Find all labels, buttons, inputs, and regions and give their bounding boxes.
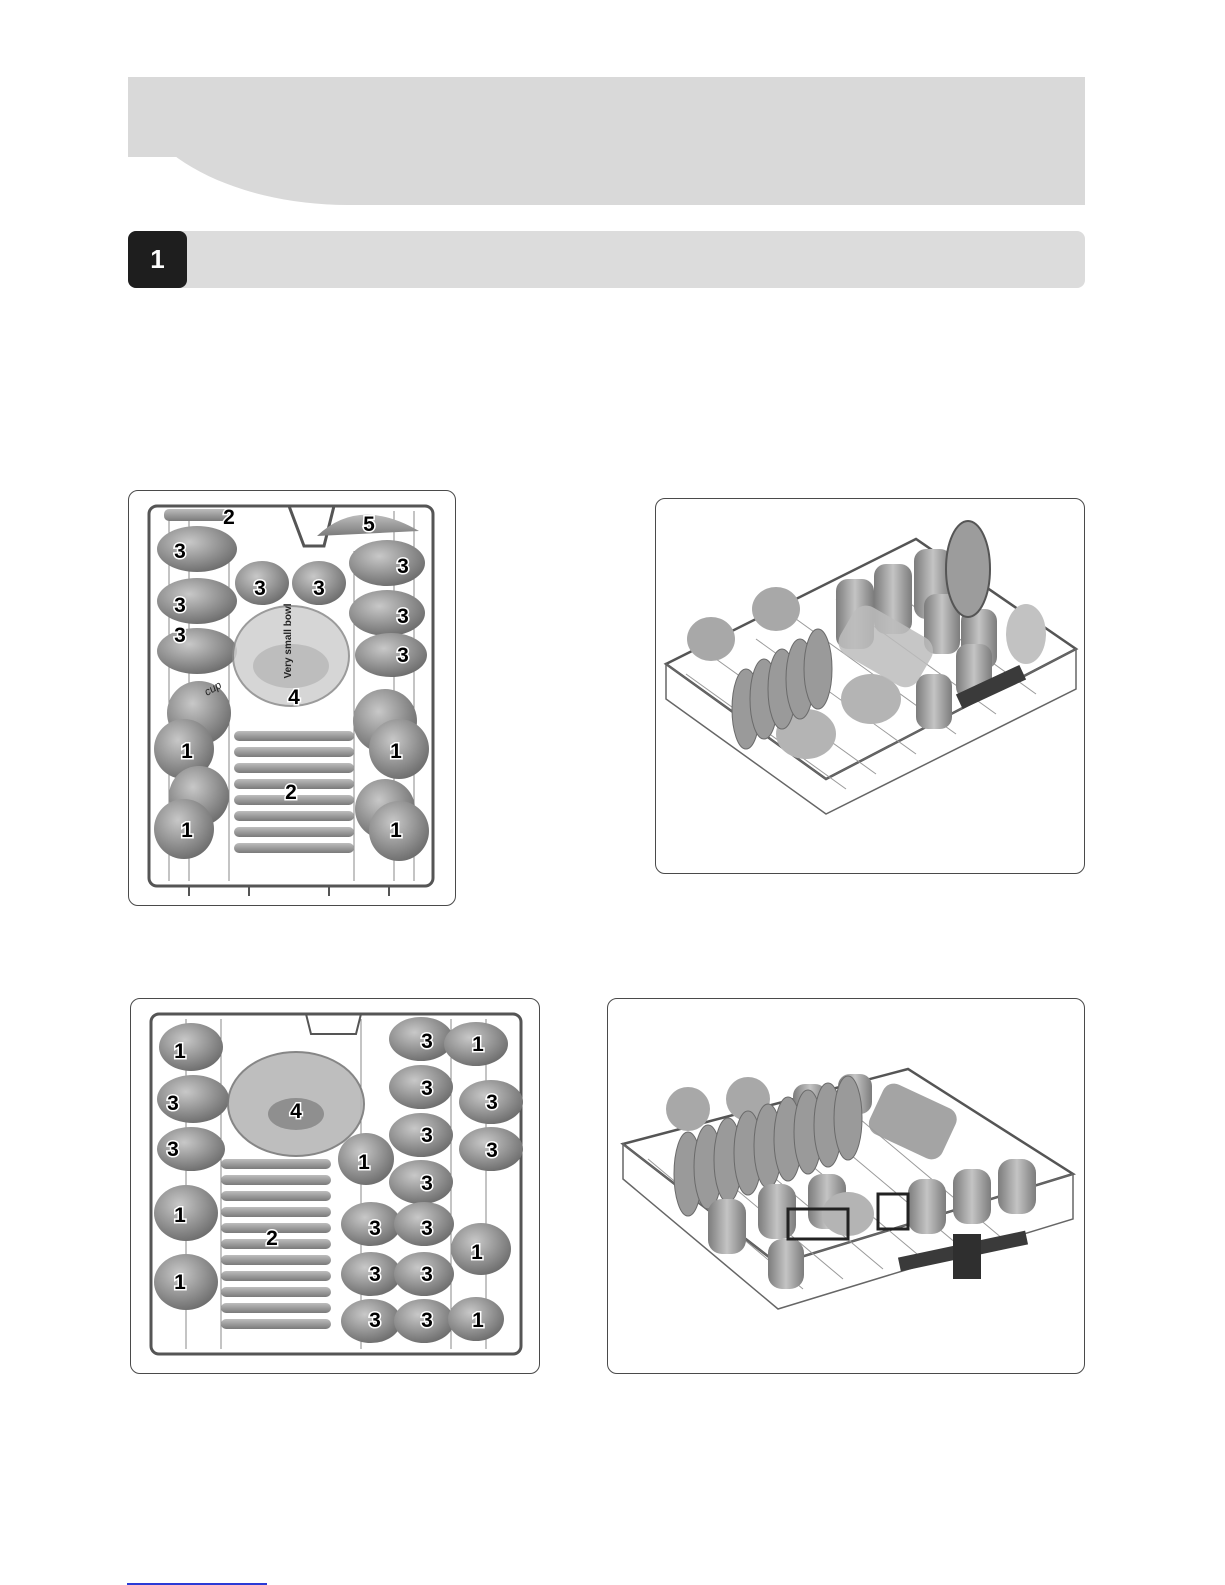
dish-rack-illustration [129, 491, 455, 905]
lower-rack-label: 1 [174, 1040, 186, 1063]
upper-rack-label: 3 [313, 577, 325, 600]
header-band [128, 77, 1085, 205]
dish-rack-illustration [131, 999, 539, 1373]
upper-rack-label: 4 [288, 686, 300, 709]
lower-rack-top-view-panel [130, 998, 540, 1374]
upper-rack-label: 1 [181, 740, 193, 763]
upper-rack-label: 1 [390, 819, 402, 842]
lower-rack-label: 3 [167, 1092, 179, 1115]
lower-rack-label: 2 [266, 1227, 278, 1250]
upper-rack-label: 3 [397, 555, 409, 578]
lower-rack-label: 1 [472, 1033, 484, 1056]
lower-rack-perspective-panel [607, 998, 1085, 1374]
upper-rack-label: 2 [285, 781, 297, 804]
bowl-text: Very small bowl [283, 603, 294, 679]
lower-rack-label: 3 [421, 1077, 433, 1100]
lower-rack-label: 3 [421, 1030, 433, 1053]
lower-rack-label: 1 [174, 1204, 186, 1227]
lower-rack-label: 3 [421, 1124, 433, 1147]
upper-rack-label: 3 [174, 624, 186, 647]
upper-rack-label: 3 [174, 594, 186, 617]
upper-rack-label: 3 [254, 577, 266, 600]
lower-rack-label: 1 [472, 1309, 484, 1332]
lower-rack-label: 3 [369, 1217, 381, 1240]
upper-rack-label: 1 [181, 819, 193, 842]
lower-rack-label: 3 [167, 1138, 179, 1161]
lower-rack-label: 3 [421, 1172, 433, 1195]
lower-rack-label: 1 [358, 1151, 370, 1174]
footer-link-underline[interactable] [127, 1583, 267, 1585]
upper-rack-label: 1 [390, 740, 402, 763]
upper-rack-top-view-panel [128, 490, 456, 906]
lower-rack-label: 3 [421, 1309, 433, 1332]
lower-rack-label: 1 [174, 1271, 186, 1294]
lower-rack-label: 1 [471, 1241, 483, 1264]
lower-rack-label: 3 [421, 1217, 433, 1240]
upper-rack-label: 2 [223, 506, 235, 529]
upper-rack-label: 3 [397, 644, 409, 667]
dish-rack-illustration [608, 999, 1084, 1373]
lower-rack-label: 3 [421, 1263, 433, 1286]
lower-rack-label: 3 [486, 1139, 498, 1162]
lower-rack-label: 4 [290, 1100, 302, 1123]
dish-rack-illustration [656, 499, 1084, 873]
section-number-badge: 1 [128, 231, 187, 288]
cup-text: cup [202, 679, 224, 699]
upper-rack-perspective-panel [655, 498, 1085, 874]
upper-rack-label: 3 [397, 605, 409, 628]
upper-rack-label: 5 [363, 513, 375, 536]
lower-rack-label: 3 [369, 1263, 381, 1286]
upper-rack-label: 3 [174, 540, 186, 563]
section-header-bar [128, 231, 1085, 288]
lower-rack-label: 3 [486, 1091, 498, 1114]
lower-rack-label: 3 [369, 1309, 381, 1332]
